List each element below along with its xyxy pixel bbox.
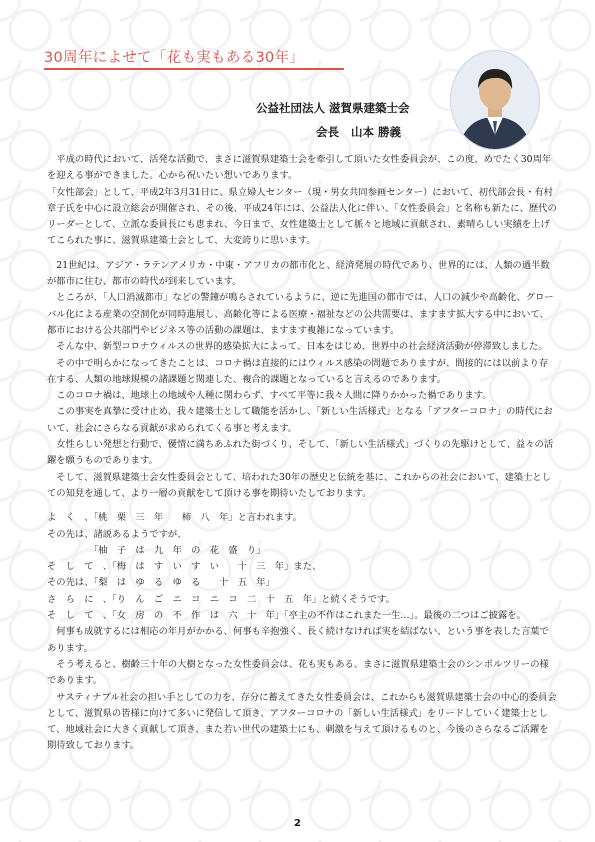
organization-name: 公益社団法人 滋賀県建築士会 bbox=[256, 101, 410, 115]
paragraph: サスティナブル社会の担い手としての力を、存分に蓄えてきた女性委員会は、これからも滋賀県建築士会の中心的委員会として、滋賀県の皆様に向けて多いに発信して頂き、アフターコロナの「新しい生活様式」をリードしていく建築士として、地域社会に大きく貢献して頂き、また若い世代の建築士にも、刺激を与えて頂けるものと、今後のさらなるご活躍を期待致しております。 bbox=[47, 691, 557, 752]
page-title: 30周年によせて「花も実もある30年」 bbox=[44, 50, 305, 66]
president-role: 会長 bbox=[316, 125, 339, 139]
verse-line: そ し て 、「梅 は す い す い 十 三 年」また、 bbox=[47, 561, 322, 573]
paragraph: そして、滋賀県建築士会女性委員会として、培われた30年の歴史と伝統を基に、これからの社会において、建築士としての知見を通して、より一層の貢献をして頂ける事を期待いたしております。 bbox=[47, 471, 552, 499]
verse-line: そ し て 、「女 房 の 不 作 は 六 十 年」「亭主の不作はこれまた一生…」。最後の二つはご披露を。 bbox=[47, 610, 526, 622]
paragraph: そんな中、新型コロナウィルスの世界的感染拡大によって、日本をはじめ、世界中の社会経済活動が停滞致しました。 bbox=[56, 341, 548, 353]
paragraph: 21世紀は、アジア・ラテンアメリカ・中東・アフリカの都市化と、経済発展の時代であり、世界的には、人類の過半数が都市に住む、都市の時代が到来しています。 bbox=[47, 259, 550, 288]
verse-line: よ く 、「桃 栗 三 年 柿 八 年」と言われます。 bbox=[47, 512, 302, 524]
paragraph: この事実を真摯に受け止め、我々建築士として職能を活かし、「新しい生活様式」となる「アフターコロナ」の時代において、社会にさらなる貢献が求められてくる事と考えます。 bbox=[47, 406, 553, 434]
verse-line: さ ら に 、「り ん ご ニ コ ニ コ 二 十 五 年」と続くそうです。 bbox=[47, 593, 395, 605]
paragraph: 女性らしい発想と行動で、優情に満ちあふれた街づくり、そして、「新しい生活様式」づくりの先駆けとして、益々の活躍を願うものであります。 bbox=[47, 439, 554, 467]
verse-line: その先は、「梨 は ゆ る ゆ る 十 五 年」 bbox=[47, 577, 275, 589]
paragraph: 「女性部会」として、平成2年3月31日に、県立婦人センター（現・男女共同参画センター）において、初代部会長・有村章子氏を中心に設立総会が開催され、その後、平成24年には、公益法人化に伴い、「女性委員会」と名称も新たに、歴代のリーダーとして、立派な委員長にも恵まれ、今日まで、女性建築士として脈々と地域に貢献され、素晴らしい実績を上げてこられた事に、滋賀県建築士会として、大変誇りに思います。 bbox=[47, 186, 557, 247]
president-line bbox=[316, 124, 401, 140]
paragraph: ところが、「人口消滅都市」などの警鐘が鳴らされているように、逆に先進国の都市では、人口の減少や高齢化、グローバル化による産業の空洞化が同時進展し、高齢化等による医療・福祉などの公共需要は、ますます拡大する中において、都市における公共部門やビジネス等の活動の課題は、ますます複雑になっています。 bbox=[47, 292, 554, 336]
paragraph: 何事も成就するには相応の年月がかかる、何事も辛抱強く、長く続けなければ実を結ばない、という事を表した言葉であります。 bbox=[47, 626, 549, 654]
paragraph: このコロナ禍は、地球上の地域や人種に関わらず、すべて平等に我々人間に降りかかった禍であります。 bbox=[56, 390, 492, 402]
president-name: 山本 勝義 bbox=[351, 125, 402, 139]
verse-line: 「柚 子 は 九 年 の 花 盛 り」 bbox=[47, 544, 266, 556]
president-portrait bbox=[450, 50, 540, 150]
message-body bbox=[47, 152, 557, 755]
paragraph: そう考えると、樹齢三十年の大樹となった女性委員会は、花も実もある、まさに滋賀県建築士会のシンボルツリーの様であります。 bbox=[47, 658, 549, 687]
paragraph: 平成の時代において、活発な活動で、まさに滋賀県建築士会を牽引して頂いた女性委員会が、この度、めでたく30周年を迎える事ができました。心から祝いたい想いであります。 bbox=[47, 154, 552, 182]
proverb-verse bbox=[47, 510, 557, 624]
paragraph: その中で明らかになってきたことは、コロナ禍は直接的にはウィルス感染の問題でありますが、間接的には以前より存在する、人類の地球規模の諸課題と関連した、複合的課題となっていると言えるのであります。 bbox=[47, 357, 549, 385]
title-underline bbox=[44, 68, 344, 70]
verse-line: その先は、諸説あるようですが、 bbox=[47, 528, 187, 540]
portrait-icon bbox=[451, 51, 539, 149]
page-number: 2 bbox=[294, 818, 301, 829]
